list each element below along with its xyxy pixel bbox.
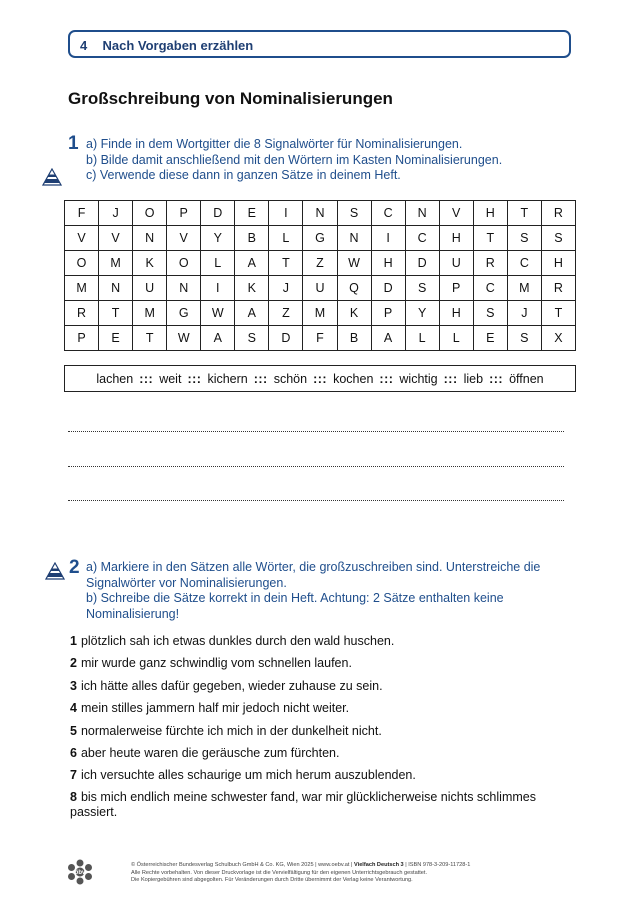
grid-row bbox=[65, 201, 576, 226]
chapter-header bbox=[68, 30, 571, 58]
grid-cell[interactable]: L bbox=[201, 251, 235, 276]
word-box-item: schön bbox=[273, 371, 308, 386]
grid-cell[interactable]: H bbox=[371, 251, 405, 276]
grid-cell[interactable]: R bbox=[473, 251, 507, 276]
grid-cell[interactable]: L bbox=[405, 326, 439, 351]
grid-cell[interactable]: A bbox=[235, 251, 269, 276]
word-box-item: kichern bbox=[207, 371, 248, 386]
grid-cell[interactable]: I bbox=[269, 201, 303, 226]
task2-line-3: b) Schreibe die Sätze korrekt in dein Heft. Achtung: 2 Sätze enthalten keine bbox=[86, 591, 504, 605]
sentence-item bbox=[70, 790, 570, 820]
sentence-number: 1 bbox=[70, 634, 77, 648]
task1-instructions bbox=[86, 137, 502, 184]
grid-row bbox=[65, 276, 576, 301]
grid-cell[interactable]: K bbox=[133, 251, 167, 276]
grid-cell[interactable]: W bbox=[201, 301, 235, 326]
grid-cell[interactable]: N bbox=[167, 276, 201, 301]
word-box-item: öffnen bbox=[509, 371, 544, 386]
sentence-number: 4 bbox=[70, 701, 77, 715]
grid-cell[interactable]: P bbox=[65, 326, 99, 351]
sentence-number: 7 bbox=[70, 768, 77, 782]
sentence-number: 3 bbox=[70, 679, 77, 693]
sentence-item bbox=[70, 724, 570, 739]
grid-cell[interactable]: V bbox=[99, 226, 133, 251]
grid-cell[interactable]: H bbox=[541, 251, 575, 276]
chapter-number: 4 bbox=[80, 38, 88, 53]
sentence-text: plötzlich sah ich etwas dunkles durch den wald huschen. bbox=[80, 634, 395, 648]
grid-cell[interactable]: P bbox=[439, 276, 473, 301]
task1-line-a: a) Finde in dem Wortgitter die 8 Signalwörter für Nominalisierungen. bbox=[86, 137, 463, 151]
grid-cell[interactable]: M bbox=[99, 251, 133, 276]
grid-cell[interactable]: P bbox=[371, 301, 405, 326]
grid-cell[interactable]: H bbox=[473, 201, 507, 226]
grid-cell[interactable]: S bbox=[405, 276, 439, 301]
grid-cell[interactable]: T bbox=[133, 326, 167, 351]
grid-cell[interactable]: Q bbox=[337, 276, 371, 301]
publisher-logo-text: öbv bbox=[74, 870, 86, 876]
grid-cell[interactable]: F bbox=[303, 326, 337, 351]
grid-row bbox=[65, 251, 576, 276]
grid-cell[interactable]: S bbox=[541, 226, 575, 251]
grid-cell[interactable]: E bbox=[99, 326, 133, 351]
grid-cell[interactable]: T bbox=[473, 226, 507, 251]
sentence-item bbox=[70, 679, 570, 694]
grid-cell[interactable]: T bbox=[99, 301, 133, 326]
grid-cell[interactable]: D bbox=[269, 326, 303, 351]
publisher-logo-icon bbox=[66, 858, 94, 886]
footer-line1-a: © Österreichischer Bundesverlag Schulbuch GmbH & Co. KG, Wien 2025 | www.oebv.at | bbox=[131, 862, 355, 868]
grid-cell[interactable]: J bbox=[99, 201, 133, 226]
grid-row bbox=[65, 326, 576, 351]
grid-cell[interactable]: S bbox=[337, 201, 371, 226]
sentence-number: 8 bbox=[70, 790, 77, 804]
sentence-text: mir wurde ganz schwindlig vom schnellen laufen. bbox=[80, 656, 352, 670]
sentence-item bbox=[70, 768, 570, 783]
task1-number: 1 bbox=[68, 133, 79, 154]
grid-cell[interactable]: S bbox=[235, 326, 269, 351]
grid-cell[interactable]: K bbox=[337, 301, 371, 326]
difficulty-triangle-icon bbox=[42, 168, 62, 186]
grid-cell[interactable]: Y bbox=[405, 301, 439, 326]
task2-line-4: Nominalisierung! bbox=[86, 606, 180, 621]
sentence-text: ich hätte alles dafür gegeben, wieder zuhause zu sein. bbox=[80, 679, 383, 693]
sentence-text: aber heute waren die geräusche zum fürchten. bbox=[80, 746, 340, 760]
grid-cell[interactable]: E bbox=[235, 201, 269, 226]
grid-cell[interactable]: U bbox=[439, 251, 473, 276]
grid-cell[interactable]: V bbox=[65, 226, 99, 251]
footer-line3: Die Kopiergebühren sind abgegolten. Für Veränderungen durch Dritte übernimmt der Verlag keine Verantwortung. bbox=[131, 877, 413, 884]
grid-cell[interactable]: Z bbox=[269, 301, 303, 326]
task2-number: 2 bbox=[69, 557, 80, 578]
task1-line-c: c) Verwende diese dann in ganzen Sätze in deinem Heft. bbox=[86, 168, 401, 182]
grid-cell[interactable]: L bbox=[269, 226, 303, 251]
sentence-number: 2 bbox=[70, 656, 77, 670]
grid-cell[interactable]: N bbox=[405, 201, 439, 226]
grid-cell[interactable]: G bbox=[303, 226, 337, 251]
footer-copyright bbox=[131, 862, 571, 885]
grid-cell[interactable]: J bbox=[269, 276, 303, 301]
grid-cell[interactable]: D bbox=[201, 201, 235, 226]
grid-cell[interactable]: W bbox=[167, 326, 201, 351]
grid-cell[interactable]: K bbox=[235, 276, 269, 301]
grid-cell[interactable]: R bbox=[541, 276, 575, 301]
sentence-text: normalerweise fürchte ich mich in der dunkelheit nicht. bbox=[80, 724, 382, 738]
grid-cell[interactable]: Z bbox=[303, 251, 337, 276]
grid-cell[interactable]: C bbox=[371, 201, 405, 226]
grid-cell[interactable]: M bbox=[133, 301, 167, 326]
footer-line1-c: | ISBN 978-3-209-11728-1 bbox=[403, 862, 471, 868]
grid-cell[interactable]: T bbox=[507, 201, 541, 226]
word-box-item: lachen bbox=[96, 371, 134, 386]
grid-cell[interactable]: A bbox=[201, 326, 235, 351]
answer-line-1[interactable] bbox=[68, 430, 564, 432]
answer-line-2[interactable] bbox=[68, 465, 564, 467]
grid-cell[interactable]: N bbox=[303, 201, 337, 226]
letter-grid bbox=[64, 200, 576, 351]
grid-cell[interactable]: E bbox=[473, 326, 507, 351]
task2-line-2: Signalwörter vor Nominalisierungen. bbox=[86, 575, 287, 590]
word-box-item: kochen bbox=[333, 371, 374, 386]
task2-instructions bbox=[86, 560, 540, 622]
task2-line-1: a) Markiere in den Sätzen alle Wörter, die großzuschreiben sind. Unterstreiche die bbox=[86, 560, 541, 574]
grid-cell[interactable]: P bbox=[167, 201, 201, 226]
grid-cell[interactable]: U bbox=[133, 276, 167, 301]
grid-cell[interactable]: M bbox=[65, 276, 99, 301]
word-box-item: wichtig bbox=[399, 371, 438, 386]
grid-cell[interactable]: S bbox=[473, 301, 507, 326]
grid-cell[interactable]: A bbox=[371, 326, 405, 351]
grid-cell[interactable]: O bbox=[167, 251, 201, 276]
grid-cell[interactable]: C bbox=[507, 251, 541, 276]
word-separator: ::: bbox=[187, 371, 202, 386]
grid-cell[interactable]: D bbox=[371, 276, 405, 301]
grid-cell[interactable]: U bbox=[303, 276, 337, 301]
chapter-title: Nach Vorgaben erzählen bbox=[102, 38, 254, 53]
sentence-item bbox=[70, 701, 570, 716]
grid-cell[interactable]: V bbox=[167, 226, 201, 251]
word-separator: ::: bbox=[313, 371, 328, 386]
grid-cell[interactable]: M bbox=[303, 301, 337, 326]
grid-cell[interactable]: H bbox=[439, 301, 473, 326]
grid-cell[interactable]: S bbox=[507, 326, 541, 351]
grid-cell[interactable]: B bbox=[235, 226, 269, 251]
grid-cell[interactable]: L bbox=[439, 326, 473, 351]
word-separator: ::: bbox=[379, 371, 394, 386]
grid-cell[interactable]: N bbox=[99, 276, 133, 301]
grid-cell[interactable]: J bbox=[507, 301, 541, 326]
grid-cell[interactable]: F bbox=[65, 201, 99, 226]
sentence-text: mein stilles jammern half mir jedoch nicht weiter. bbox=[80, 701, 350, 715]
grid-cell[interactable]: O bbox=[133, 201, 167, 226]
page-title: Großschreibung von Nominalisierungen bbox=[68, 89, 393, 108]
grid-cell[interactable]: I bbox=[201, 276, 235, 301]
difficulty-triangle-icon bbox=[45, 562, 65, 580]
task1-line-b: b) Bilde damit anschließend mit den Wörtern im Kasten Nominalisierungen. bbox=[86, 152, 503, 167]
grid-cell[interactable]: X bbox=[541, 326, 575, 351]
word-box bbox=[64, 365, 576, 392]
word-separator: ::: bbox=[253, 371, 268, 386]
grid-cell[interactable]: R bbox=[541, 201, 575, 226]
grid-cell[interactable]: R bbox=[65, 301, 99, 326]
grid-cell[interactable]: B bbox=[337, 326, 371, 351]
sentence-text: bis mich endlich meine schwester fand, war mir glücklicherweise nichts schlimmes passiert. bbox=[70, 790, 536, 819]
footer-line2: Alle Rechte vorbehalten. Von dieser Druckvorlage ist die Vervielfältigung für den eigenen Unterrichtsgebrauch gestattet. bbox=[131, 869, 428, 876]
grid-cell[interactable]: H bbox=[439, 226, 473, 251]
word-separator: ::: bbox=[489, 371, 504, 386]
grid-cell[interactable]: W bbox=[337, 251, 371, 276]
grid-cell[interactable]: Y bbox=[201, 226, 235, 251]
grid-cell[interactable]: A bbox=[235, 301, 269, 326]
sentence-text: ich versuchte alles schaurige um mich herum auszublenden. bbox=[80, 768, 416, 782]
grid-row bbox=[65, 301, 576, 326]
grid-cell[interactable]: T bbox=[269, 251, 303, 276]
sentence-number: 5 bbox=[70, 724, 77, 738]
footer-book-title: Vielfach Deutsch 3 bbox=[354, 862, 404, 868]
word-box-item: weit bbox=[159, 371, 182, 386]
grid-cell[interactable]: T bbox=[541, 301, 575, 326]
word-box-item: lieb bbox=[463, 371, 484, 386]
sentence-item bbox=[70, 634, 570, 649]
grid-cell[interactable]: C bbox=[473, 276, 507, 301]
sentence-item bbox=[70, 656, 570, 671]
grid-cell[interactable]: O bbox=[65, 251, 99, 276]
grid-cell[interactable]: V bbox=[439, 201, 473, 226]
answer-line-3[interactable] bbox=[68, 499, 564, 501]
sentence-item bbox=[70, 746, 570, 761]
word-separator: ::: bbox=[443, 371, 458, 386]
grid-cell[interactable]: S bbox=[507, 226, 541, 251]
grid-cell[interactable]: M bbox=[507, 276, 541, 301]
grid-cell[interactable]: N bbox=[337, 226, 371, 251]
grid-cell[interactable]: D bbox=[405, 251, 439, 276]
grid-cell[interactable]: I bbox=[371, 226, 405, 251]
grid-cell[interactable]: G bbox=[167, 301, 201, 326]
grid-cell[interactable]: N bbox=[133, 226, 167, 251]
word-separator: ::: bbox=[139, 371, 154, 386]
grid-cell[interactable]: C bbox=[405, 226, 439, 251]
grid-row bbox=[65, 226, 576, 251]
sentence-number: 6 bbox=[70, 746, 77, 760]
